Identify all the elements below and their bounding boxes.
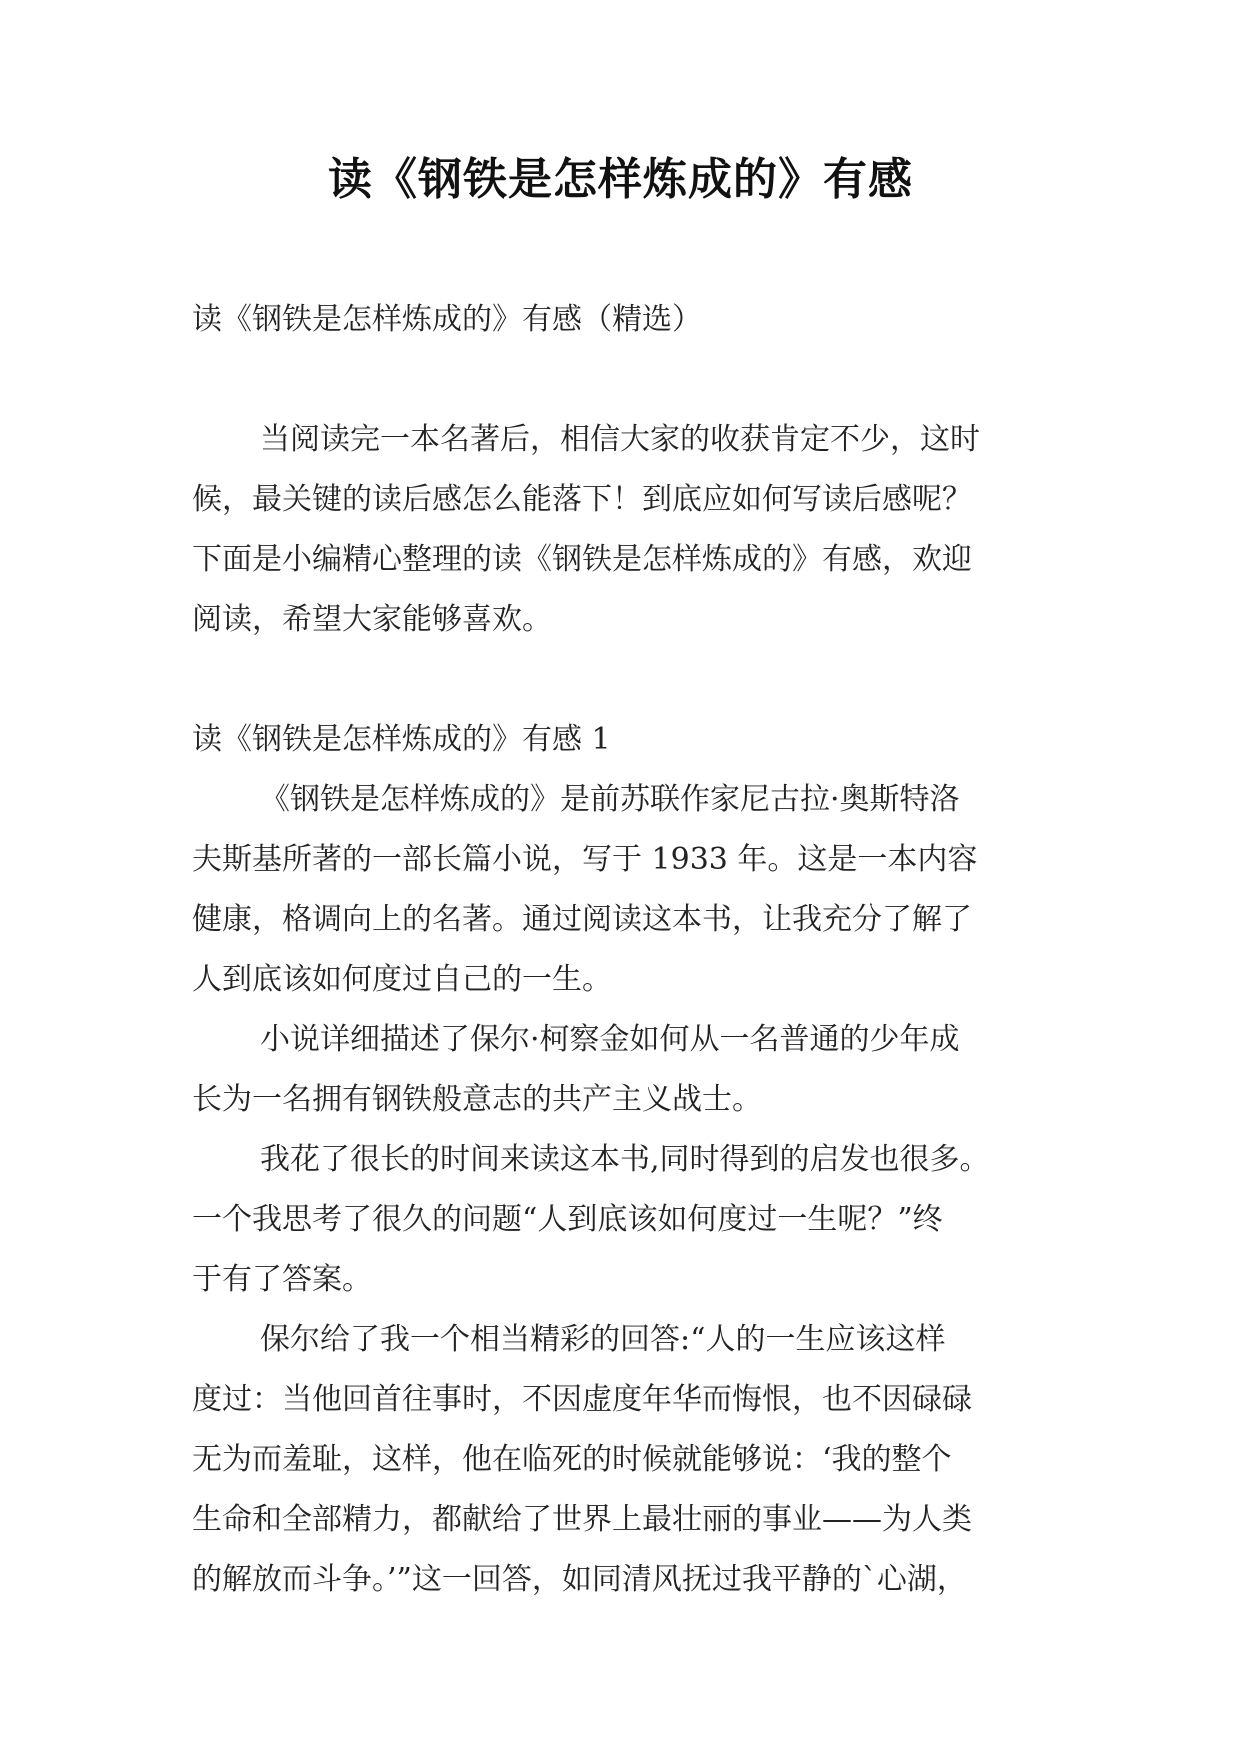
- document-body: [192, 290, 1062, 1610]
- paragraph-line: 我花了很长的时间来读这本书,同时得到的启发也很多。: [260, 1142, 990, 1177]
- paragraph-line: 长为一名拥有钢铁般意志的共产主义战士。: [192, 1082, 762, 1117]
- paragraph-4: [192, 1310, 1062, 1610]
- intro-line: 阅读，希望大家能够喜欢。: [192, 602, 552, 637]
- paragraph-line: 保尔给了我一个相当精彩的回答:“人的一生应该这样: [260, 1322, 946, 1357]
- paragraph-line: 于有了答案。: [192, 1262, 372, 1297]
- paragraph-line: 人到底该如何度过自己的一生。: [192, 962, 612, 997]
- document-title: 读《钢铁是怎样炼成的》有感: [328, 154, 913, 205]
- paragraph-line: 的解放而斗争。’”这一回答，如同清风抚过我平静的`心湖，: [192, 1562, 967, 1597]
- spacer: [192, 350, 1062, 410]
- paragraph-3: [192, 1130, 1062, 1310]
- intro-line: 候，最关键的读后感怎么能落下！到底应如何写读后感呢？: [192, 482, 972, 517]
- paragraph-line: 生命和全部精力，都献给了世界上最壮丽的事业——为人类: [192, 1502, 972, 1537]
- paragraph-line: 一个我思考了很久的问题“人到底该如何度过一生呢？”终: [192, 1202, 943, 1237]
- spacer: [192, 650, 1062, 710]
- paragraph-line: 度过：当他回首往事时，不因虚度年华而悔恨，也不因碌碌: [192, 1382, 972, 1417]
- paragraph-line: 小说详细描述了保尔·柯察金如何从一名普通的少年成: [260, 1022, 960, 1057]
- intro-line: 下面是小编精心整理的读《钢铁是怎样炼成的》有感，欢迎: [192, 542, 972, 577]
- intro-line: 当阅读完一本名著后，相信大家的收获肯定不少，这时: [260, 422, 980, 457]
- section-heading: 读《钢铁是怎样炼成的》有感 1: [192, 722, 611, 757]
- paragraph-1: [192, 770, 1062, 1010]
- paragraph-line: 夫斯基所著的一部长篇小说，写于 1933 年。这是一本内容: [192, 842, 978, 877]
- paragraph-line: 《钢铁是怎样炼成的》是前苏联作家尼古拉·奥斯特洛: [260, 782, 960, 817]
- document-subtitle: 读《钢铁是怎样炼成的》有感（精选）: [192, 302, 702, 337]
- paragraph-line: 健康，格调向上的名著。通过阅读这本书，让我充分了解了: [192, 902, 972, 937]
- paragraph-2: [192, 1010, 1062, 1130]
- intro-paragraph: [192, 410, 1062, 650]
- paragraph-line: 无为而羞耻，这样，他在临死的时候就能够说：‘我的整个: [192, 1442, 952, 1477]
